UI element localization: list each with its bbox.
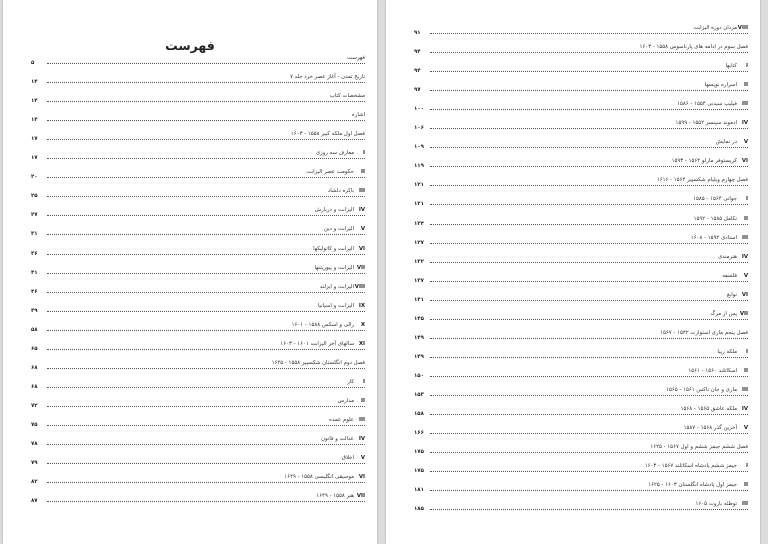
toc-entry — [31, 473, 365, 485]
toc-entry-title: ماری و جان ناکس ۱۵۶۱ - ۱۵۶۵ — [666, 386, 737, 393]
toc-entry — [31, 435, 365, 447]
dot-leader — [430, 243, 748, 244]
toc-entry-title: هنرمندی — [717, 253, 737, 260]
dot-leader — [47, 273, 365, 274]
toc-entry — [414, 462, 748, 474]
toc-entry-page: ۴۹ — [31, 307, 38, 314]
dot-leader — [430, 414, 748, 415]
toc-entry-page: ۱۴۱ — [414, 296, 424, 303]
toc-entry-page: ۲۵ — [31, 193, 38, 200]
toc-entry-page: ۱۳۷ — [414, 277, 424, 284]
dot-leader — [430, 338, 748, 339]
toc-entry — [31, 492, 365, 504]
toc-entry-title: کتابها — [725, 63, 737, 70]
dot-leader — [430, 395, 748, 396]
toc-entry-number: VI — [358, 245, 365, 252]
toc-entry — [414, 500, 748, 512]
toc-entry-title: سالهای آخر الیزابت ۱۶۰۱ - ۱۶۰۳ — [280, 340, 354, 347]
toc-entry-title: فیلیپ سیدنی ۱۵۵۴ - ۱۵۸۶ — [677, 101, 737, 108]
toc-entry — [414, 329, 748, 341]
toc-entry — [31, 206, 365, 218]
toc-entry-page: ۵۸ — [31, 326, 38, 333]
toc-entry-number: I — [745, 196, 748, 203]
toc-entry — [31, 245, 365, 257]
dot-leader — [430, 281, 748, 282]
toc-entry-number: III — [741, 101, 748, 108]
toc-entry-title: الیزابت و کاتولیکها — [313, 245, 354, 252]
toc-entry — [414, 234, 748, 246]
toc-entry-page: ۱۳۲ — [414, 258, 424, 265]
dot-leader — [430, 433, 748, 434]
toc-entry-page: ۹۴ — [414, 49, 421, 56]
toc-entry-title: فهرست — [347, 55, 365, 61]
toc-entry-page: ۲۰ — [31, 174, 38, 181]
dot-leader — [430, 452, 748, 453]
toc-entry — [414, 157, 748, 169]
toc-entry-page: ۹۷ — [414, 87, 421, 94]
toc-entry-page: ۶۸ — [31, 383, 38, 390]
dot-leader — [47, 311, 365, 312]
dot-leader — [430, 376, 748, 377]
toc-entry-number: I — [362, 150, 365, 157]
toc-entry-title: فصل چهارم ویلیام شکسپیر ۱۵۶۴ - ۱۶۱۶ — [656, 177, 748, 184]
toc-entry-number: V — [743, 272, 748, 279]
toc-entry-number: IV — [358, 207, 365, 214]
toc-entry-title: توطئه باروت ۱۶۰۵ — [695, 501, 737, 508]
toc-entry-title: الیزابت و اسپانیا — [317, 302, 354, 309]
toc-entry — [31, 54, 365, 66]
toc-entry-number: XI — [358, 340, 365, 347]
toc-entry-page: ۶۵ — [31, 345, 38, 352]
toc-entry-number: III — [741, 234, 748, 241]
left-page — [3, 0, 377, 544]
toc-entry-page: ۱۷ — [31, 155, 38, 162]
toc-entry-title: اشاره — [351, 112, 365, 119]
toc-entry-title: ملکه زیبا — [717, 348, 737, 355]
dot-leader — [430, 166, 748, 167]
toc-entry-page: ۷۸ — [31, 441, 38, 447]
toc-entry-page: ۱۰۹ — [414, 144, 424, 151]
toc-entry — [414, 386, 748, 398]
toc-entry-number: IV — [741, 253, 748, 260]
toc-entry-page: ۱۴۹ — [414, 353, 424, 360]
toc-entry-title: فصل پنجم ماری استوارت ۱۵۴۲ - ۱۵۶۷ — [660, 329, 748, 336]
toc-entry-title: الیزابت و پیوریتنها — [314, 264, 354, 271]
toc-entry-page: ۷۹ — [31, 460, 38, 467]
toc-entry-page: ۱۵۰ — [414, 372, 424, 379]
toc-entry-page: ۴۶ — [31, 288, 38, 295]
toc-entry — [414, 215, 748, 227]
toc-entry-page: ۱۵۳ — [414, 391, 424, 398]
dot-leader — [47, 254, 365, 255]
toc-entry — [31, 397, 365, 409]
toc-entry-page: ۲۷ — [31, 212, 38, 219]
dot-leader — [430, 471, 748, 472]
dot-leader — [430, 52, 748, 53]
toc-entry-title: هنر ۱۵۵۸ - ۱۶۴۹ — [316, 493, 354, 500]
toc-entry-title: اخلاق — [341, 455, 354, 462]
toc-entry-page: ۱۱۹ — [414, 163, 424, 170]
toc-entry-title: فصل ششم جیمز ششم و اول ۱۵۶۷ - ۱۶۲۵ — [650, 444, 748, 451]
dot-leader — [430, 90, 748, 91]
toc-entry — [414, 367, 748, 379]
toc-entry-title: مردان دوره الیزابت — [693, 25, 737, 31]
dot-leader — [430, 262, 748, 263]
toc-entry-page: ۱۶۶ — [414, 430, 424, 437]
dot-leader — [430, 147, 748, 148]
toc-entry — [31, 225, 365, 237]
toc-entry-title: تاریخ تمدن - آغاز عصر خرد جلد ۷ — [289, 74, 365, 81]
dot-leader — [47, 406, 365, 407]
toc-entry-page: ۳۶ — [31, 250, 38, 257]
toc-entry — [414, 405, 748, 417]
toc-entry — [414, 310, 748, 322]
toc-entry-page: ۴۱ — [31, 269, 38, 276]
toc-entry — [31, 321, 365, 333]
dot-leader — [430, 71, 748, 72]
right-page — [386, 0, 760, 544]
toc-entry-page: ۳۱ — [31, 231, 38, 238]
toc-entry-title: کریستوفر مارلو ۱۵۶۴ - ۱۵۹۳ — [671, 158, 737, 165]
toc-entry-number: III — [741, 386, 748, 393]
toc-entry-title: فصل اول ملکه کبیر ۱۵۵۸ - ۱۶۰۳ — [290, 131, 365, 138]
dot-leader — [47, 368, 365, 369]
toc-entry-number: II — [743, 367, 748, 374]
dot-leader — [47, 234, 365, 235]
toc-entry-title: حکومت عصر الیزابت — [306, 169, 354, 176]
dot-leader — [430, 490, 748, 491]
toc-entry-number: VII — [356, 264, 365, 271]
toc-entry-title: معارف سه روزی — [315, 150, 354, 157]
toc-entry-title: تکامل ۱۵۸۵ - ۱۵۹۲ — [693, 215, 737, 222]
toc-entry-page: ۱۸۵ — [414, 506, 424, 513]
toc-entry — [414, 81, 748, 93]
toc-entry-number: VI — [741, 158, 748, 165]
toc-entry — [31, 264, 365, 276]
toc-entry-number: II — [360, 397, 365, 404]
toc-entry-page: ۸۷ — [31, 498, 38, 505]
toc-entry — [414, 176, 748, 188]
dot-leader — [430, 204, 748, 205]
dot-leader — [430, 185, 748, 186]
toc-entry — [414, 43, 748, 55]
toc-entry-page: ۹۴ — [414, 68, 421, 75]
toc-entry-number: VII — [356, 493, 365, 500]
toc-entry-number: II — [360, 169, 365, 176]
toc-entry-page: ۱۴۵ — [414, 315, 424, 322]
toc-entry-number: VIII — [737, 25, 748, 31]
toc-entry-title: الیزابت و ایرلند — [319, 283, 354, 290]
dot-leader — [430, 300, 748, 301]
dot-leader — [430, 33, 748, 34]
toc-entry-number: VI — [358, 474, 365, 481]
toc-entry-page: ۱۷۵ — [414, 449, 424, 456]
toc-entry-title: اسکاتلند ۱۵۶۰ - ۱۵۶۱ — [688, 367, 737, 374]
toc-entry-number: II — [743, 215, 748, 222]
toc-entry-page: ۱۵۸ — [414, 411, 424, 417]
toc-entry-title: جوانی ۱۵۶۴ - ۱۵۸۵ — [693, 196, 737, 203]
toc-entry-title: آخرین گذر ۱۵۶۸ - ۱۵۸۷ — [683, 425, 737, 432]
toc-entry-page: ۱۲۴ — [414, 220, 424, 227]
toc-entry-page: ۱۲۱ — [414, 201, 424, 208]
toc-entry-page: ۱۲۷ — [414, 239, 424, 246]
dot-leader — [47, 82, 365, 83]
toc-entry-number: V — [743, 139, 748, 146]
dot-leader — [47, 196, 365, 197]
toc-entry — [414, 272, 748, 284]
toc-entry-title: در نمایش — [715, 139, 737, 146]
toc-entry — [31, 111, 365, 123]
dot-leader — [430, 109, 748, 110]
toc-entry-number: III — [358, 416, 365, 423]
toc-entry-page: ۱۰۶ — [414, 125, 424, 132]
toc-entry — [414, 62, 748, 74]
toc-entry-page: ۹۱ — [414, 30, 421, 36]
toc-entry-title: مدارس — [337, 397, 354, 404]
dot-leader — [47, 120, 365, 121]
toc-entry-title: ملکه عاشق ۱۵۶۵ - ۱۵۶۸ — [680, 406, 737, 412]
toc-entry — [31, 168, 365, 180]
toc-entry-title: مشخصات کتاب — [329, 93, 365, 100]
toc-entry — [414, 119, 748, 131]
dot-leader — [430, 319, 748, 320]
dot-leader — [47, 139, 365, 140]
toc-entry-page: ۶۸ — [31, 364, 38, 371]
toc-entry — [414, 348, 748, 360]
toc-entry-number: VIII — [354, 283, 365, 290]
toc-entry-title: باکره دلشاد — [327, 188, 354, 195]
toc-entry-page: ۱۴ — [31, 79, 38, 86]
dot-leader — [430, 357, 748, 358]
dot-leader — [430, 128, 748, 129]
toc-entry-title: الیزابت و دربارش — [314, 207, 354, 214]
dot-leader — [47, 330, 365, 331]
dot-leader — [47, 292, 365, 293]
toc-entry-number: X — [360, 321, 365, 328]
toc-entry-page: ۱۷ — [31, 136, 38, 143]
toc-entry-number: V — [360, 226, 365, 233]
toc-entry-number: IX — [358, 302, 365, 309]
toc-entry-title: رالی و اسکس ۱۵۸۸ - ۱۶۰۱ — [291, 321, 354, 328]
dot-leader — [47, 349, 365, 350]
toc-entry — [414, 481, 748, 493]
toc-entry — [31, 73, 365, 85]
toc-entry-page: ۱۴ — [31, 117, 38, 124]
toc-entry-page: ۷۵ — [31, 421, 38, 428]
toc-entry — [31, 378, 365, 390]
toc-entry-title: پس از مرگ — [710, 310, 737, 317]
toc-entry-title: جیمز ششم پادشاه اسکاتلند ۱۵۶۷ - ۱۶۰۳ — [644, 463, 737, 470]
toc-entry-number: IV — [741, 120, 748, 127]
toc-entry — [31, 454, 365, 466]
toc-entry-number: III — [358, 188, 365, 195]
toc-entry-title: نوابغ — [726, 291, 737, 298]
toc-entry-number: I — [362, 378, 365, 385]
dot-leader — [47, 158, 365, 159]
toc-entry-number: IV — [358, 436, 365, 442]
dot-leader — [47, 387, 365, 388]
toc-entry — [414, 443, 748, 455]
dot-leader — [47, 63, 365, 64]
dot-leader — [430, 224, 748, 225]
toc-entry-number: II — [743, 482, 748, 489]
toc-entry-title: موسیقی انگلیسی ۱۵۵۸ - ۱۶۴۹ — [284, 474, 354, 481]
toc-entry-number: II — [743, 82, 748, 89]
toc-entry — [414, 138, 748, 150]
toc-entry-title: ادموند سپنسر ۱۵۵۲ - ۱۵۹۹ — [675, 120, 737, 127]
toc-entry-title: فلسفه — [722, 272, 737, 279]
toc-title: فهرست — [165, 38, 215, 53]
toc-entry — [31, 92, 365, 104]
toc-entry — [31, 187, 365, 199]
toc-entry-number: III — [741, 501, 748, 508]
dot-leader — [47, 501, 365, 502]
toc-entry — [414, 100, 748, 112]
toc-entry-title: فصل دوم انگلستان شکسپیر ۱۵۵۸ - ۱۶۲۵ — [271, 359, 365, 366]
toc-entry-number: V — [360, 455, 365, 462]
dot-leader — [47, 482, 365, 483]
toc-entry-page: ۱۷۵ — [414, 468, 424, 475]
toc-entry-page: ۷۲ — [31, 402, 38, 409]
toc-entry — [31, 340, 365, 352]
dot-leader — [47, 215, 365, 216]
toc-entry-page: ۱۰۰ — [414, 106, 424, 113]
toc-entry — [414, 424, 748, 436]
toc-entry-number: VII — [739, 310, 748, 317]
toc-entry — [31, 416, 365, 428]
toc-entry-number: VI — [741, 291, 748, 298]
toc-entry-page: ۸۲ — [31, 479, 38, 486]
toc-entry-title: الیزابت و دین — [323, 226, 354, 233]
dot-leader — [47, 463, 365, 464]
toc-entry-title: علوم عمده — [329, 416, 354, 423]
toc-entry-title: عدالت و قانون — [321, 436, 354, 442]
toc-entry-page: ۱۲۱ — [414, 182, 424, 189]
toc-entry-title: استادی ۱۵۹۲ - ۱۶۰۸ — [690, 234, 737, 241]
toc-entry-number: I — [745, 63, 748, 70]
toc-entry-title: کار — [347, 378, 354, 385]
toc-entry — [31, 283, 365, 295]
toc-entry — [414, 291, 748, 303]
toc-entry-number: IV — [741, 406, 748, 412]
toc-entry-page: ۱۴ — [31, 98, 38, 105]
toc-entry — [414, 195, 748, 207]
toc-entry — [31, 302, 365, 314]
toc-entry-page: ۵ — [31, 60, 35, 66]
toc-entry-number: I — [745, 348, 748, 355]
toc-entry — [31, 149, 365, 161]
toc-entry-page: ۱۸۱ — [414, 487, 424, 494]
toc-entry — [414, 253, 748, 265]
toc-entry-title: اسراره نویسها — [704, 82, 737, 89]
toc-entry-title: فصل سوم در ادامه های پارناسوس ۱۵۵۸ - ۱۶۰۳ — [639, 44, 748, 51]
dot-leader — [430, 509, 748, 510]
dot-leader — [47, 101, 365, 102]
toc-entry-page: ۱۴۹ — [414, 334, 424, 341]
toc-entry-number: I — [745, 463, 748, 470]
dot-leader — [47, 177, 365, 178]
toc-entry-title: جیمز اول پادشاه انگلستان ۱۶۰۳ - ۱۶۲۵ — [648, 482, 737, 489]
toc-entry — [31, 359, 365, 371]
toc-entry — [414, 24, 748, 36]
dot-leader — [47, 425, 365, 426]
dot-leader — [47, 444, 365, 445]
toc-entry-number: V — [743, 425, 748, 432]
toc-entry — [31, 130, 365, 142]
